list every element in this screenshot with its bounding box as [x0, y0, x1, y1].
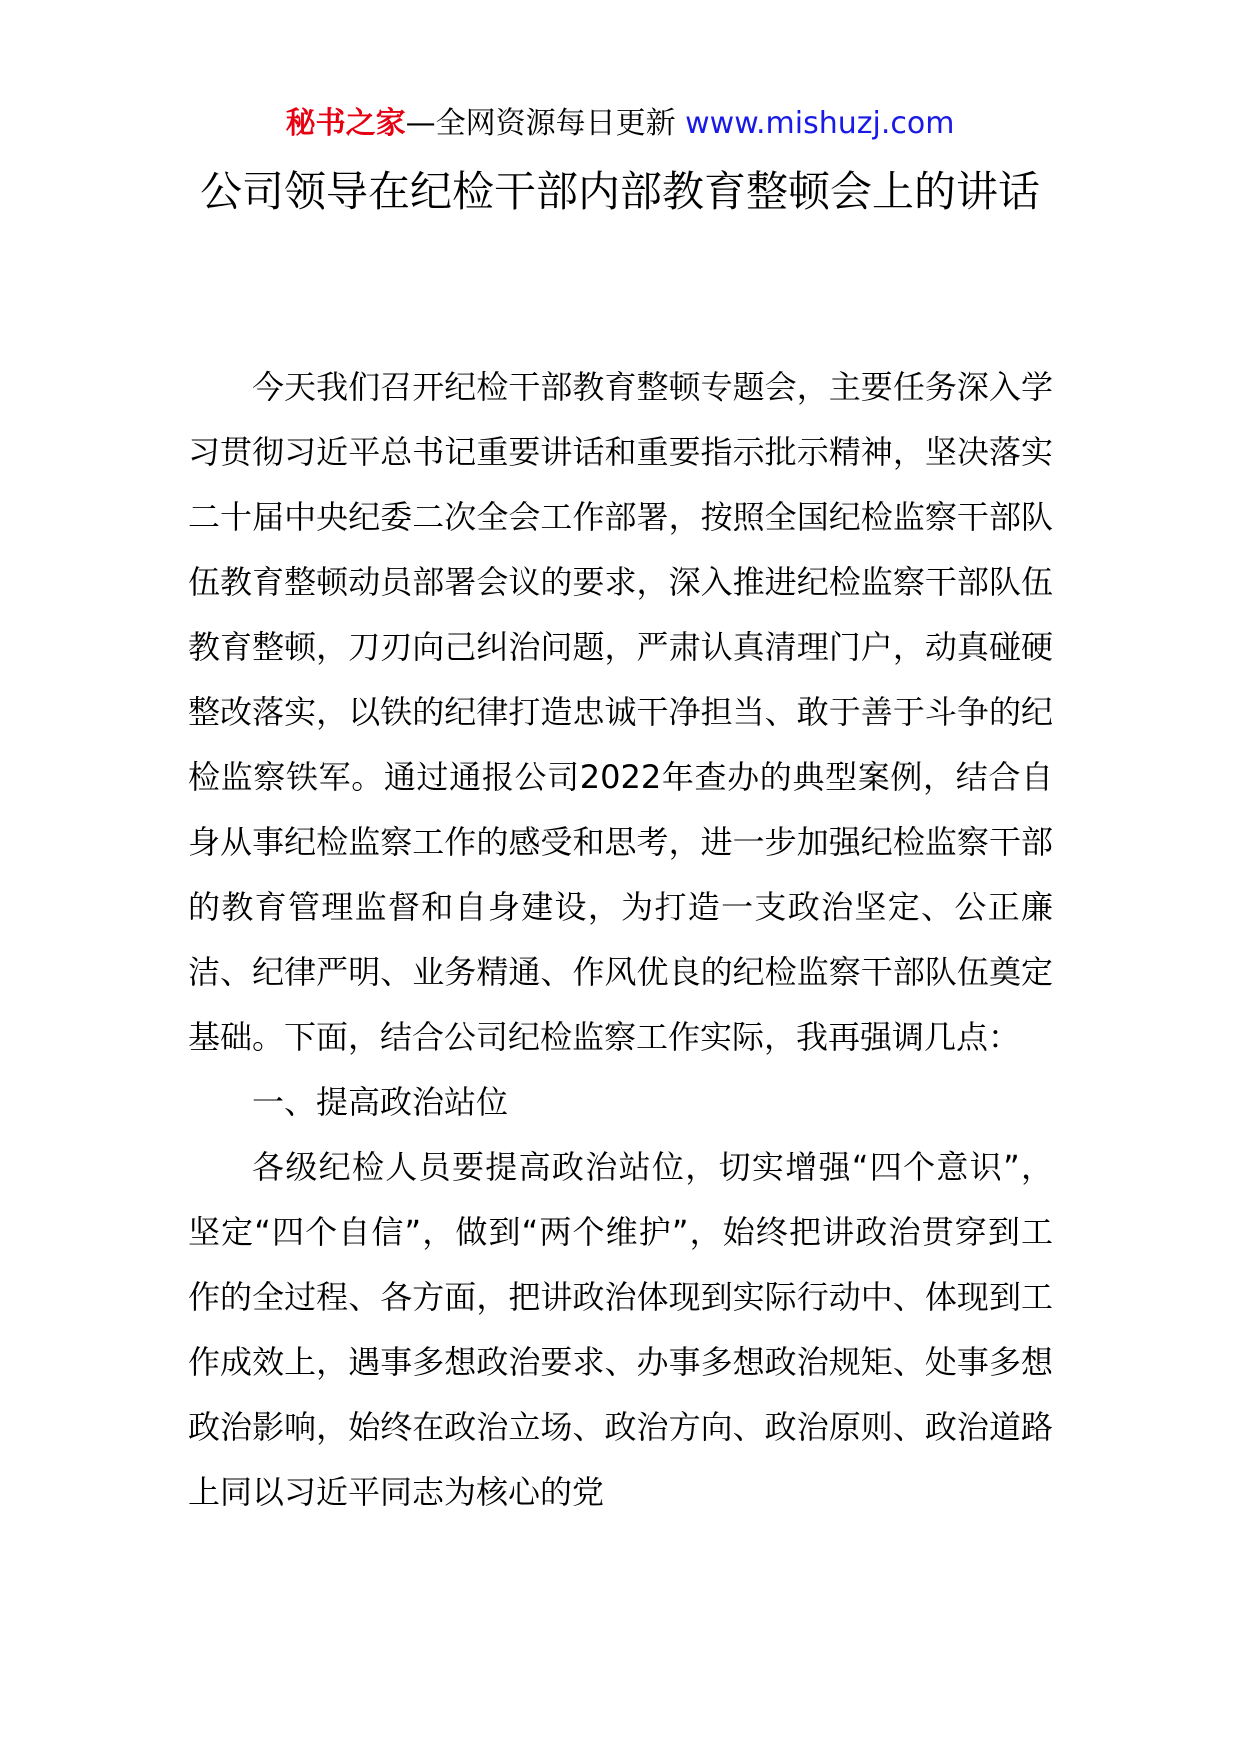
site-brand: 秘书之家: [285, 106, 406, 141]
site-header: [0, 104, 1240, 144]
intro-paragraph: 今天我们召开纪检干部教育整顿专题会，主要任务深入学习贯彻习近平总书记重要讲话和重要指示批示精神，坚决落实二十届中央纪委二次全会工作部署，按照全国纪检监察干部队伍教育整顿动员部署会议的要求，深入推进纪检监察干部队伍教育整顿，刀刃向己纠治问题，严肃认真清理门户，动真碰硬整改落实，以铁的纪律打造忠诚干净担当、敢于善于斗争的纪检监察铁军。通过通报公司2022年查办的典型案例，结合自身从事纪检监察工作的感受和思考，进一步加强纪检监察干部的教育管理监督和自身建设，为打造一支政治坚定、公正廉洁、纪律严明、业务精通、作风优良的纪检监察干部队伍奠定基础。下面，结合公司纪检监察工作实际，我再强调几点：: [188, 368, 1053, 1056]
document-title: 公司领导在纪检干部内部教育整顿会上的讲话: [199, 167, 1040, 216]
site-tagline: —全网资源每日更新: [405, 106, 676, 141]
section-heading: 一、提高政治站位: [252, 1083, 509, 1121]
site-url-link[interactable]: www.mishuzj.com: [685, 106, 955, 141]
section-paragraph: 各级纪检人员要提高政治站位，切实增强“四个意识”，坚定“四个自信”，做到“两个维护”，始终把讲政治贯穿到工作的全过程、各方面，把讲政治体现到实际行动中、体现到工作成效上，遇事多想政治要求、办事多想政治规矩、处事多想政治影响，始终在政治立场、政治方向、政治原则、政治道路上同以习近平同志为核心的党: [188, 1148, 1053, 1511]
document-body: [188, 355, 1053, 1525]
